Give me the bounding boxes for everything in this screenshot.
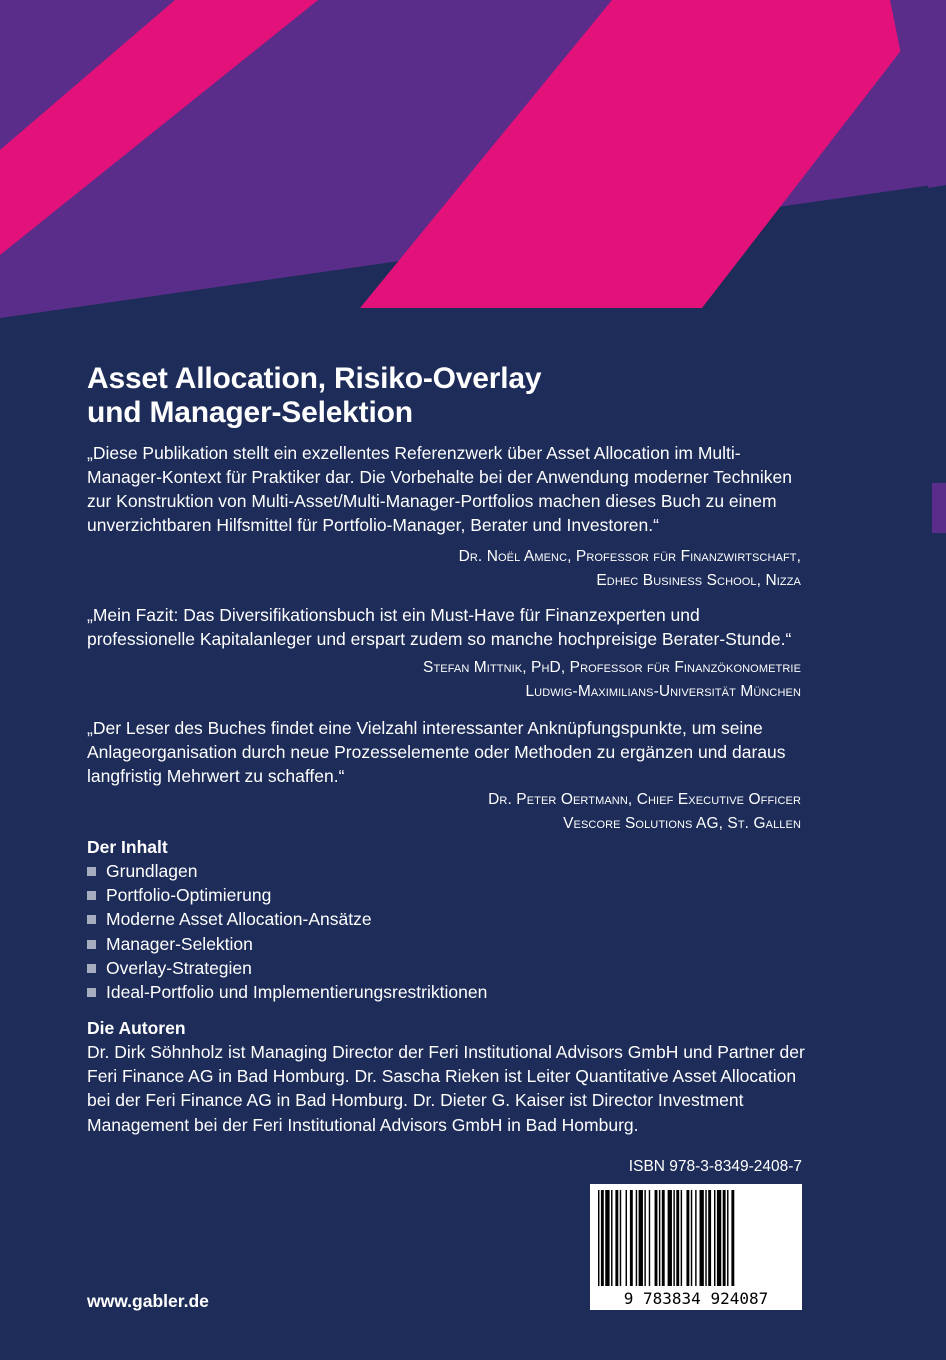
barcode-bar xyxy=(655,1190,658,1286)
list-item xyxy=(87,907,487,931)
barcode-graphic xyxy=(590,1184,802,1310)
list-item-label: Moderne Asset Allocation-Ansätze xyxy=(106,909,372,930)
barcode-bar xyxy=(731,1190,734,1286)
square-bullet-icon xyxy=(87,940,96,949)
list-item xyxy=(87,932,487,956)
list-item-label: Grundlagen xyxy=(106,861,198,881)
list-item xyxy=(87,956,487,980)
barcode-bar xyxy=(668,1190,672,1286)
barcode-bar xyxy=(705,1190,706,1286)
quote-3-attribution-line1: Dr. Peter Oertmann, Chief Executive Officer xyxy=(488,791,801,808)
barcode-bar xyxy=(649,1190,650,1286)
barcode-bar xyxy=(615,1190,618,1286)
header-graphic xyxy=(0,0,946,330)
quote-3-attribution-line2: Vescore Solutions AG, St. Gallen xyxy=(563,815,801,832)
list-item xyxy=(87,859,487,883)
quote-3 xyxy=(87,716,803,788)
barcode-bar xyxy=(700,1190,704,1286)
square-bullet-icon xyxy=(87,891,96,900)
list-item-label: Ideal-Portfolio und Implementierungsrestriktionen xyxy=(106,982,488,1003)
barcode-bar xyxy=(644,1190,645,1286)
side-tab-accent xyxy=(932,483,946,533)
barcode-bar xyxy=(639,1190,643,1286)
quote-2-attribution-line2: Ludwig-Maximilians-Universität München xyxy=(525,683,801,700)
square-bullet-icon xyxy=(87,915,96,924)
book-title xyxy=(87,362,807,430)
barcode-bar xyxy=(598,1190,599,1286)
quote-1-attribution xyxy=(241,545,801,593)
barcode-bar xyxy=(626,1190,627,1286)
square-bullet-icon xyxy=(87,867,96,876)
autoren-text: Dr. Dirk Söhnholz ist Managing Director der Feri Institutional Advisors GmbH und Partner der Feri Finance AG in Bad Homburg. Dr. Sascha Rieken ist Leiter Quantitative Asset Allocation bei der Feri Finance AG in Bad Homburg. Dr. Dieter G. Kaiser ist Director Investment Management bei der Feri Institutional Advisors GmbH in Bad Homburg. xyxy=(87,1042,805,1135)
barcode-bar xyxy=(662,1190,665,1286)
inhalt-list xyxy=(87,859,487,1004)
barcode-bar xyxy=(659,1190,660,1286)
barcode xyxy=(590,1184,802,1310)
list-item-label: Portfolio-Optimierung xyxy=(106,885,272,906)
barcode-bar xyxy=(676,1190,679,1286)
barcode-bar xyxy=(686,1190,689,1286)
inhalt-heading: Der Inhalt xyxy=(87,837,168,857)
barcode-bars xyxy=(598,1190,734,1286)
barcode-bar xyxy=(714,1190,715,1286)
barcode-bar xyxy=(727,1190,728,1286)
barcode-bar xyxy=(601,1190,604,1286)
quote-1-attribution-line1: Dr. Noël Amenc, Professor für Finanzwirtschaft, xyxy=(458,548,801,565)
list-item-label: Overlay-Strategien xyxy=(106,957,252,978)
barcode-bar xyxy=(708,1190,711,1286)
autoren-heading: Die Autoren xyxy=(87,1018,186,1038)
book-title-line1: Asset Allocation, Risiko-Overlay xyxy=(87,362,542,395)
barcode-bar xyxy=(695,1190,696,1286)
barcode-bar xyxy=(620,1190,621,1286)
isbn-label: ISBN 978-3-8349-2408-7 xyxy=(628,1158,802,1175)
quote-3-attribution xyxy=(241,788,801,836)
barcode-bar xyxy=(630,1190,633,1286)
barcode-bar xyxy=(611,1190,612,1286)
quote-1 xyxy=(87,441,803,537)
book-title-line2: und Manager-Selektion xyxy=(87,396,413,429)
barcode-bar xyxy=(636,1190,637,1286)
square-bullet-icon xyxy=(87,964,96,973)
list-item xyxy=(87,980,487,1004)
publisher-website: www.gabler.de xyxy=(87,1291,209,1311)
barcode-bar xyxy=(691,1190,692,1286)
barcode-bar xyxy=(717,1190,721,1286)
barcode-bar xyxy=(605,1190,609,1286)
quote-2-attribution xyxy=(241,656,801,704)
quote-2-text: „Mein Fazit: Das Diversifikationsbuch ist ein Must-Have für Finanzexperten und professionelle Kapitalanleger und erspart zudem so manche hochpreisige Berater-Stunde.“ xyxy=(87,605,792,649)
quote-1-attribution-line2: Edhec Business School, Nizza xyxy=(596,572,801,589)
barcode-bar xyxy=(723,1190,726,1286)
barcode-bar xyxy=(673,1190,674,1286)
quote-2 xyxy=(87,603,803,651)
quote-1-text: „Diese Publikation stellt ein exzellentes Referenzwerk über Asset Allocation im Multi-Manager-Kontext für Praktiker dar. Die Vorbehalte bei der Anwendung moderner Techniken zur Konstruktion von Multi-Asset/Multi-Manager-Portfolios machen dieses Buch zu einem unverzichtbaren Hilfsmittel für Portfolio-Manager, Berater und Investoren.“ xyxy=(87,443,792,535)
barcode-digits: 9 783834 924087 xyxy=(623,1289,769,1308)
quote-2-attribution-line1: Stefan Mittnik, PhD, Professor für Finanzökonometrie xyxy=(423,659,801,676)
list-item-label: Manager-Selektion xyxy=(106,933,253,954)
quote-3-text: „Der Leser des Buches findet eine Vielzahl interessanter Anknüpfungspunkte, um seine Anlageorganisation durch neue Prozesselemente oder Methoden zu ergänzen und daraus langfristig Mehrwert zu schaffen.“ xyxy=(87,718,786,786)
square-bullet-icon xyxy=(87,988,96,997)
list-item xyxy=(87,883,487,907)
barcode-bar xyxy=(681,1190,682,1286)
